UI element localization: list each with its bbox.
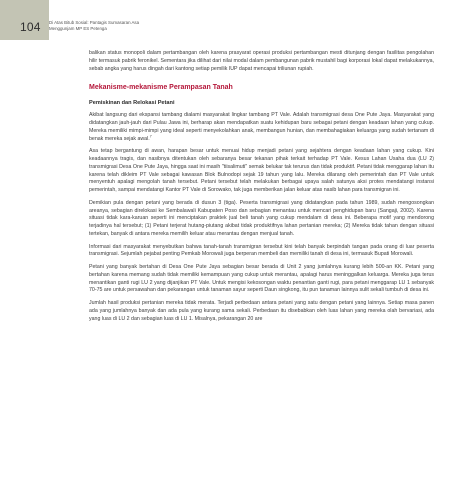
intro-paragraph: balikan status monopoli dalam pertambangan oleh karena prasyarat operasi produksi pertambangan mesti ditunjang dengan fasilitas pengolahan hilir termasuk pabrik feronikel. Sementara jika dilihat dari nilai modal dalam pembangunan pabrik mustahil bagi korporasi lokal dapat melakukannya, sebab angka yang harus dingah dari kantong setiap pemilik IUP dapat mencapai triliunan rupiah. <box>89 50 434 72</box>
subsection-title: Pemiskinan dan Relokasi Petani <box>89 100 175 107</box>
paragraph-2: Asa tetap bergantung di awan, harapan besar untuk menuai hidup menjadi petani yang sejahtera dengan keadaan lahan yang cukup. Kini keadaannya tragis, dan nasibnya ditentukan oleh sebaranya besar tekanan pihak terkait terhadap PT Vale. Kesus Lahan Usaha dua (LU 2) transmigrasi Desa One Pute Jaya, hingga saat ini masih "tiisalimuti" semak belukar tak terurus dan tidak produktif. Petani tidak menggarap lahan itu karena telah dikleim PT Vale sebagai kawasan Blok Bulnodopi sejak 19 tahun yang lalu. Mereka dilarang oleh pemerintah dan PT Vale untuk menyentuh apalagi mengolah tanah tersebut. Petani tersebut telah melakukan berbagai upaya salah satunya aksi protes mendatangi instansi pemerintah, sampai mendatangi Kantor PT Vale di Sorowako, tak juga memberikan jalan keluar atas nasib lahan para transmigran ini. <box>89 148 434 193</box>
paragraph-3: Demikian pula dengan petani yang berada di dusun 3 (tiga). Peserta transmigrasi yang didatangkan pada tahun 1989, sudah mengosongkan areanya, sebagian direlokasi ke Sembalawali Kabupaten Poso dan sebagian menantau untuk mencari penghidupan baru (Sangaji, 2002). Karena situasi tidak kara-karuan seperti ini menciptakan praktek jual beli tanah yang cukup mendalam di desa ini. Beberapa motif yang mendorong terjadinya hal tersebut; (1) Petani terjerat hutang-piutang akibat tidak produktifnya lahan pertanian mereka; (2) Mereka tidak tahan dengan situasi tertekan, banyak di antara mereka memilih keluar atau merantau dengan menjual tanah. <box>89 199 434 237</box>
running-header <box>49 20 249 31</box>
page-number: 104 <box>20 20 41 34</box>
paragraph-4: Informasi dari masyarakat menyebutkan bahwa tanah-tanah transmigran tersebut kini telah banyak berpindah tangan pada orang di luar peserta transmigrasi. Sejumlah pejabat penting Pemkab Morowali juga berperan membeli dan memiliki tanah di desa ini, termasuk Bupati Morowali. <box>89 243 434 258</box>
paragraph-1 <box>89 112 434 143</box>
running-title-line-1: Di Atas Bitub Sosial: Pantagis Sumasaran Asa <box>49 20 140 25</box>
main-text <box>89 50 434 328</box>
paragraph-1-text: Akibat langsung dari ekspansi tambang dialami masyarakat lingkar tambang PT Vale. Adalah transmigrasi desa One Pute Jaya. Masyarakat yang didatangkan jauh-jauh dari Pulau Jawa ini, berharap akan mendapatkan suatu kehidupan baru sebagai petani dengan keadaan lahan yang cukup. Mereka memiliki mimpi-mimpi yang ideal seperti menyekolahkan anak, membangun hunian, dan membahagiakan keluarga yang sudah tertanam di benak mereka sejak awal. <box>89 112 434 142</box>
footnote-marker: 7 <box>149 133 152 138</box>
paragraph-6: Jumlah hasil produksi pertanian mereka tidak merata. Terjadi perbedaan antara petani yang satu dengan petani yang lainnya. Setiap masa panen ada yang jumlahnya banyak dan ada pula yang kurang sama sekali. Perbedaan itu disebabkan oleh luas lahan yang mereka olah bervariasi, ada yang luas di LU 2 dan sebagian luas di LU 1. Misalnya, pekarangan 20 are <box>89 300 434 322</box>
section-title: Mekanisme-mekanisme Perampasan Tanah <box>89 84 233 92</box>
paragraph-5: Petani yang banyak bertahan di Desa One Pute Jaya sebagian besar berada di Unit 2 yang jumlahnya kurang lebih 500-an KK. Petani yang bertahan karena memang sudah tidak memiliki kemampuan yang cukup untuk merantau, apalagi harus meninggalkan keluarga. Mereka juga terus menantikan ganti rugi LU 2 yang dijanjikan PT Vale. Untuk mengisi kekosongan waktu penantian ganti rugi, para petani menggarap LU 1 sebanyak 70-75 are untuk persawahan dan pekarangan untuk tanaman sayur seperti Daun singkong, itu pun tanaman lainnya sulit sekali tumbuh di desa ini. <box>89 264 434 294</box>
running-title-line-2: Menggunjam MP ES Petenga <box>49 25 107 31</box>
